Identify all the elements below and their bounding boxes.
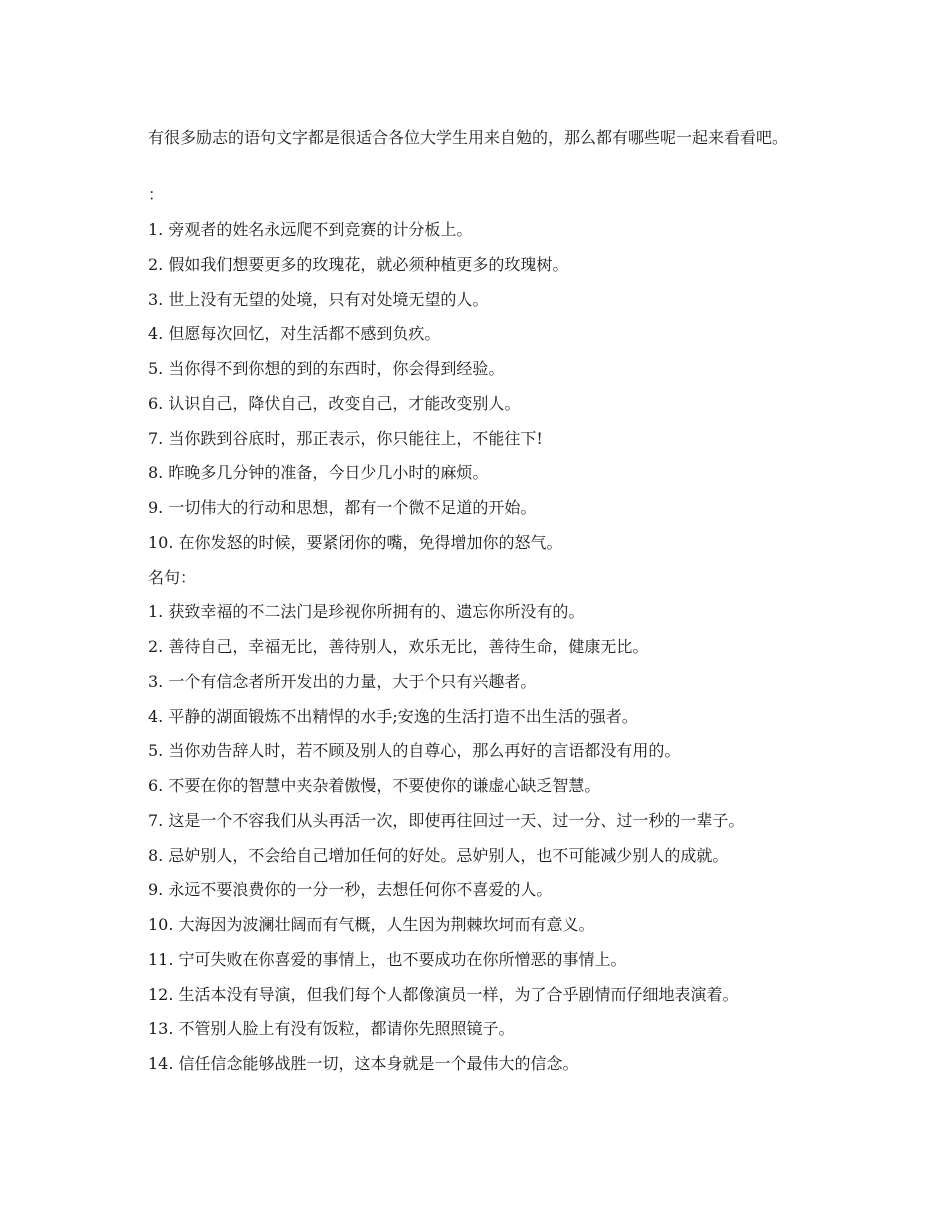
list-item: 10. 大海因为波澜壮阔而有气概，人生因为荆棘坎坷而有意义。 <box>148 915 595 934</box>
quote-list <box>148 219 848 1088</box>
list-item: 13. 不管别人脸上有没有饭粒，都请你先照照镜子。 <box>148 1019 515 1039</box>
list-item: 1. 旁观者的姓名永远爬不到竞赛的计分板上。 <box>148 220 473 239</box>
list-item: 10. 在你发怒的时候，要紧闭你的嘴，免得增加你的怒气。 <box>148 532 563 552</box>
colon-line: ： <box>148 185 165 204</box>
list-item: 1. 获致幸福的不二法门是珍视你所拥有的、遗忘你所没有的。 <box>148 602 585 622</box>
list-item: 9. 永远不要浪费你的一分一秒，去想任何你不喜爱的人。 <box>148 880 553 900</box>
intro-paragraph: 有很多励志的语句文字都是很适合各位大学生用来自勉的，那么都有哪些呢一起来看看吧。 <box>148 128 789 147</box>
list-item: 2. 善待自己，幸福无比，善待别人，欢乐无比，善待生命，健康无比。 <box>148 637 649 656</box>
list-item: 4. 但愿每次回忆，对生活都不感到负疚。 <box>148 324 441 344</box>
list-item: 5. 当你劝告辞人时，若不顾及别人的自尊心，那么再好的言语都没有用的。 <box>148 741 681 761</box>
list-item: 3. 世上没有无望的处境，只有对处境无望的人。 <box>148 289 489 309</box>
list-item: 6. 不要在你的智慧中夹杂着傲慢，不要使你的谦虚心缺乏智慧。 <box>148 776 601 795</box>
list-item: 3. 一个有信念者所开发出的力量，大于个只有兴趣者。 <box>148 671 537 691</box>
list-item: 12. 生活本没有导演，但我们每个人都像演员一样，为了合乎剧情而仔细地表演着。 <box>148 984 739 1004</box>
list-item: 11. 宁可失败在你喜爱的事情上，也不要成功在你所憎恶的事情上。 <box>148 949 627 969</box>
list-item: 2. 假如我们想要更多的玫瑰花，就必须种植更多的玫瑰树。 <box>148 254 569 274</box>
list-item: 6. 认识自己，降伏自己，改变自己，才能改变别人。 <box>148 393 521 413</box>
list-item: 8. 忌妒别人，不会给自己增加任何的好处。忌妒别人，也不可能减少别人的成就。 <box>148 845 729 865</box>
list-item: 8. 昨晚多几分钟的准备，今日少几小时的麻烦。 <box>148 463 489 483</box>
list-item: 7. 这是一个不容我们从头再活一次，即使再往回过一天、过一分、过一秒的一辈子。 <box>148 810 745 830</box>
list-item: 14. 信任信念能够战胜一切，这本身就是一个最伟大的信念。 <box>148 1054 579 1073</box>
list-item: 9. 一切伟大的行动和思想，都有一个微不足道的开始。 <box>148 498 537 517</box>
list-item: 5. 当你得不到你想的到的东西时，你会得到经验。 <box>148 359 505 378</box>
list-item: 7. 当你跌到谷底时，那正表示，你只能往上，不能往下! <box>148 428 543 448</box>
list-item: 4. 平静的湖面锻炼不出精悍的水手;安逸的生活打造不出生活的强者。 <box>148 706 638 726</box>
section-heading: 名句： <box>148 567 197 587</box>
